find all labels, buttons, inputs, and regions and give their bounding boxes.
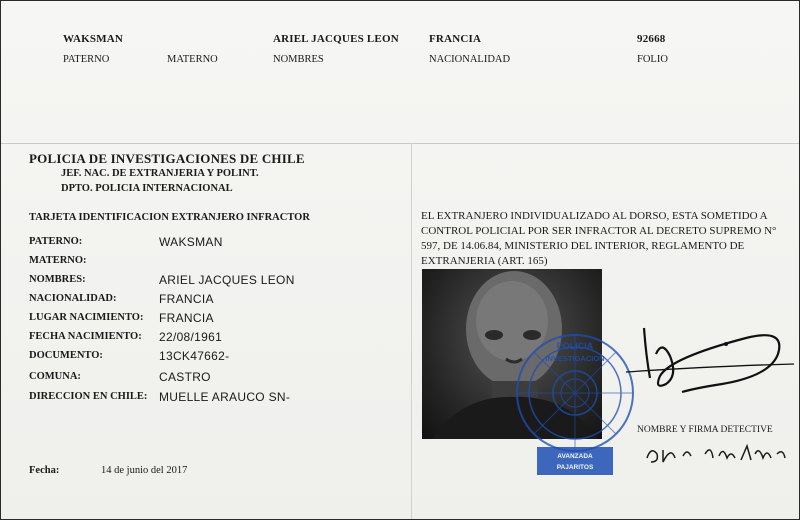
- card-title: TARJETA IDENTIFICACION EXTRANJERO INFRACTOR: [29, 212, 310, 223]
- field-label: LUGAR NACIMIENTO:: [29, 312, 144, 323]
- svg-text:POLICIA: POLICIA: [556, 341, 594, 351]
- field-value: ARIEL JACQUES LEON: [159, 273, 295, 287]
- legal-notice: EL EXTRANJERO INDIVIDUALIZADO AL DORSO, ESTA SOMETIDO A CONTROL POLICIAL POR SER INFRACTOR AL DECRETO SUPREMO N° 597, DE 14.06.84, MINISTERIO DEL INTERIOR, REGLAMENTO DE EXTRANJERIA (ART. 165): [421, 210, 777, 267]
- field-label: COMUNA:: [29, 371, 81, 382]
- top-folio-value: 92668: [637, 33, 666, 45]
- field-value: FRANCIA: [159, 292, 214, 306]
- top-nacionalidad-label: NACIONALIDAD: [429, 54, 511, 65]
- field-label: DIRECCION EN CHILE:: [29, 391, 148, 402]
- signature-caption: NOMBRE Y FIRMA DETECTIVE: [637, 425, 773, 435]
- field-label: MATERNO:: [29, 255, 87, 266]
- field-value: 22/08/1961: [159, 330, 223, 344]
- top-materno-label: MATERNO: [167, 54, 218, 65]
- handwritten-name: [641, 436, 791, 468]
- agency-subtitle-2: DPTO. POLICIA INTERNACIONAL: [61, 183, 233, 194]
- top-folio-label: FOLIO: [637, 54, 668, 65]
- field-value: MUELLE ARAUCO SN-: [159, 390, 291, 404]
- field-value: CASTRO: [159, 370, 211, 384]
- svg-text:INVESTIGACION: INVESTIGACION: [545, 354, 605, 363]
- field-label: NOMBRES:: [29, 274, 86, 285]
- field-value: FRANCIA: [159, 311, 214, 325]
- field-label: DOCUMENTO:: [29, 350, 103, 361]
- fecha-label: Fecha:: [29, 465, 60, 476]
- top-nombres-value: ARIEL JACQUES LEON: [273, 33, 399, 45]
- handwritten-signature: [626, 306, 796, 401]
- top-nacionalidad-value: FRANCIA: [429, 33, 482, 45]
- field-value: WAKSMAN: [159, 235, 223, 249]
- fold-line-vertical: [411, 143, 412, 519]
- top-paterno-label: PATERNO: [63, 54, 110, 65]
- agency-title: POLICIA DE INVESTIGACIONES DE CHILE: [29, 151, 305, 166]
- agency-subtitle-1: JEF. NAC. DE EXTRANJERIA Y POLINT.: [61, 168, 259, 179]
- top-paterno-value: WAKSMAN: [63, 33, 124, 45]
- field-value: 13CK47662-: [159, 349, 230, 363]
- svg-text:PAJARITOS: PAJARITOS: [556, 464, 594, 471]
- top-nombres-label: NOMBRES: [273, 54, 324, 65]
- svg-text:AVANZADA: AVANZADA: [557, 453, 593, 460]
- police-stamp: [513, 327, 637, 483]
- fold-line-horizontal: [1, 143, 799, 144]
- field-label: FECHA NACIMIENTO:: [29, 331, 142, 342]
- fecha-value: 14 de junio del 2017: [101, 465, 188, 476]
- field-label: PATERNO:: [29, 236, 83, 247]
- field-label: NACIONALIDAD:: [29, 293, 117, 304]
